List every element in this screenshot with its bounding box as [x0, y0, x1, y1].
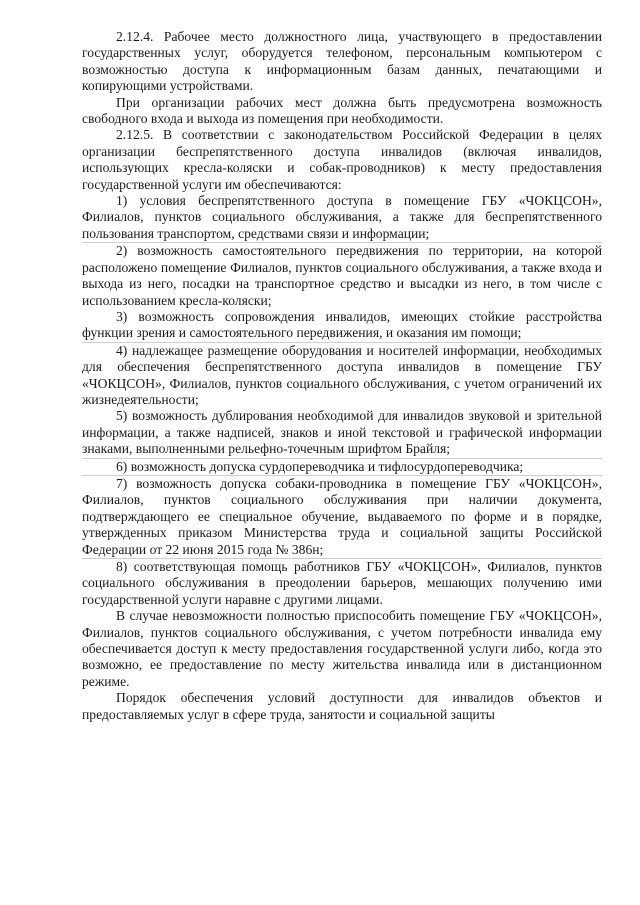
list-item-1: 1) условия беспрепятственного доступа в помещение ГБУ «ЧОКЦСОН», Филиалов, пунктов социального обслуживания, а также для беспрепятственного пользования транспортом, средствами связи и информации;: [82, 193, 602, 241]
paragraph-workplace-access: При организации рабочих мест должна быть предусмотрена возможность свободного входа и выхода из помещения при необходимости.: [82, 94, 602, 127]
paragraph-2-12-4: 2.12.4. Рабочее место должностного лица, участвующего в предоставлении государственных услуг, оборудуется телефоном, персональным компьютером с возможностью доступа к информационным базам данных, печатающими и копирующими устройствами.: [82, 29, 602, 94]
list-item-8: 8) соответствующая помощь работников ГБУ «ЧОКЦСОН», Филиалов, пунктов социального обслуживания в преодолении барьеров, мешающих получению ими государственной услуги наравне с другими лицами.: [82, 559, 602, 607]
list-item-5: 5) возможность дублирования необходимой для инвалидов звуковой и зрительной информации, а также надписей, знаков и иной текстовой и графической информации знаками, выполненными рельефно-точечным шрифтом Брайля;: [82, 408, 602, 457]
list-item-6: 6) возможность допуска сурдопереводчика и тифлосурдопереводчика;: [82, 458, 602, 475]
list-item-7: 7) возможность допуска собаки-проводника в помещение ГБУ «ЧОКЦСОН», Филиалов, пунктов социального обслуживания при наличии документа, подтверждающего ее специальное обучение, выдаваемого по форме и в порядке, утвержденных приказом Министерства труда и социальной защиты Российской Федерации от 22 июня 2015 года № 386н;: [82, 475, 602, 557]
list-item-3: 3) возможность сопровождения инвалидов, имеющих стойкие расстройства функции зрения и самостоятельного передвижения, и оказания им помощи;: [82, 308, 602, 341]
paragraph-2-12-5: 2.12.5. В соответствии с законодательством Российской Федерации в целях организации беспрепятственного доступа инвалидов (включая инвалидов, использующих кресла-коляски и собак-проводников) к месту предоставления государственной услуги им обеспечиваются:: [82, 127, 602, 192]
document-page: [82, 29, 602, 723]
list-item-2: 2) возможность самостоятельного передвижения по территории, на которой расположено помещение Филиалов, пунктов социального обслуживания, а также входа и выхода из него, посадки на транспортное средство и высадки из него, в том числе с использованием кресла-коляски;: [82, 243, 602, 308]
list-item-4: 4) надлежащее размещение оборудования и носителей информации, необходимых для обеспечения беспрепятственного доступа инвалидов в помещение ГБУ «ЧОКЦСОН», Филиалов, пунктов социального обслуживания, с учетом ограничений их жизнедеятельности;: [82, 342, 602, 407]
paragraph-accessibility-procedure: Порядок обеспечения условий доступности для инвалидов объектов и предоставляемых услуг в сфере труда, занятости и социальной защиты: [82, 690, 602, 722]
paragraph-impossibility-case: В случае невозможности полностью приспособить помещение ГБУ «ЧОКЦСОН», Филиалов, пунктов социального обслуживания, с учетом потребности инвалида ему обеспечивается доступ к месту предоставления государственной услуги либо, когда это возможно, ее предоставление по месту жительства инвалида или в дистанционном режиме.: [82, 608, 602, 689]
